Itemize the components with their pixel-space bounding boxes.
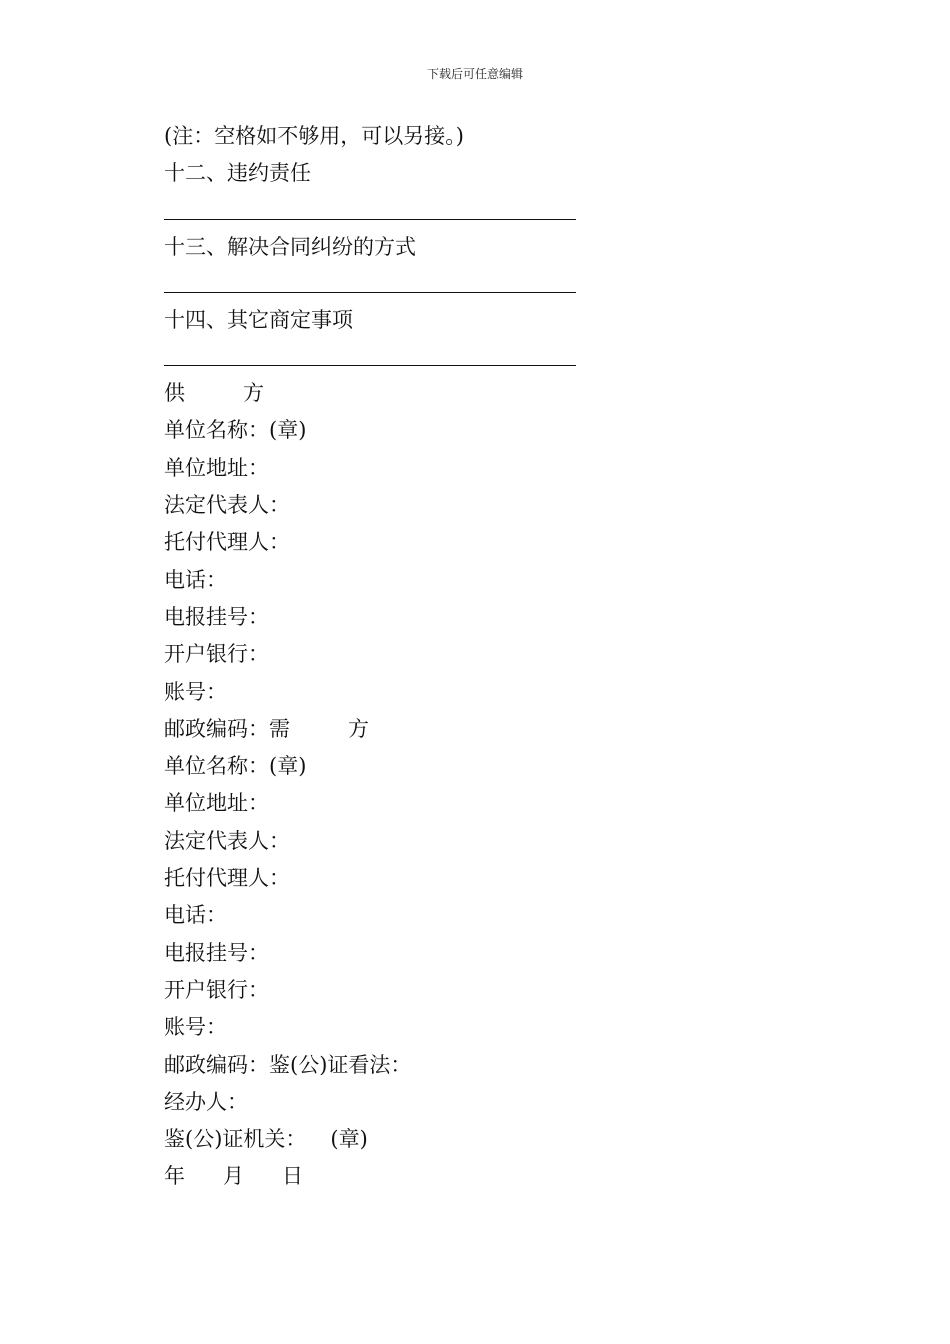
notary-authority-line	[164, 1121, 784, 1158]
supplier-heading	[164, 375, 784, 412]
supplier-field: 法定代表人：	[164, 493, 290, 518]
clause-title-breach: 十二、违约责任	[164, 161, 311, 186]
supplier-field: 电话：	[164, 567, 227, 592]
fill-in-line	[164, 266, 784, 302]
notary-handler-label: 经办人：	[164, 1089, 248, 1114]
notary-authority-label: 鉴(公)证机关：	[164, 1127, 307, 1152]
clause-title-dispute: 十三、解决合同纠纷的方式	[164, 234, 416, 259]
page-header: 下载后可任意编辑	[426, 67, 523, 81]
notary-seal-label: (章)	[330, 1127, 368, 1152]
buyer-postal-and-notary-opinion	[164, 1047, 784, 1084]
supplier-field: 开户银行：	[164, 642, 269, 667]
supplier-postal-and-buyer-heading	[164, 711, 784, 748]
supplier-heading-char: 供	[164, 381, 185, 406]
supplier-field: 托付代理人：	[164, 530, 290, 555]
date-line	[164, 1158, 784, 1195]
contract-body	[164, 118, 784, 1196]
supplier-field: 单位地址：	[164, 455, 269, 480]
buyer-field: 电话：	[164, 903, 227, 928]
blank-space-note: (注：空格如不够用，可以另接。)	[164, 124, 464, 148]
date-month-label: 月	[223, 1164, 244, 1189]
buyer-field: 法定代表人：	[164, 828, 290, 853]
fill-in-line	[164, 193, 784, 229]
buyer-field: 单位名称：(章)	[164, 754, 307, 779]
buyer-postal-label: 邮政编码：	[164, 1052, 269, 1077]
supplier-heading-char: 方	[243, 381, 264, 406]
notary-opinion-label: 鉴(公)证看法：	[269, 1052, 412, 1077]
supplier-field: 单位名称：(章)	[164, 418, 307, 443]
date-day-label: 日	[282, 1164, 303, 1189]
supplier-field: 电报挂号：	[164, 604, 269, 629]
fill-in-line	[164, 339, 784, 375]
buyer-field: 账号：	[164, 1015, 227, 1040]
clause-title-other: 十四、其它商定事项	[164, 307, 353, 332]
buyer-field: 电报挂号：	[164, 940, 269, 965]
buyer-heading-char: 方	[348, 716, 369, 741]
supplier-field: 账号：	[164, 679, 227, 704]
buyer-field: 单位地址：	[164, 791, 269, 816]
supplier-postal-label: 邮政编码：	[164, 716, 269, 741]
date-year-label: 年	[164, 1164, 185, 1189]
buyer-field: 开户银行：	[164, 977, 269, 1002]
buyer-field: 托付代理人：	[164, 866, 290, 891]
buyer-heading-char: 需	[269, 716, 290, 741]
